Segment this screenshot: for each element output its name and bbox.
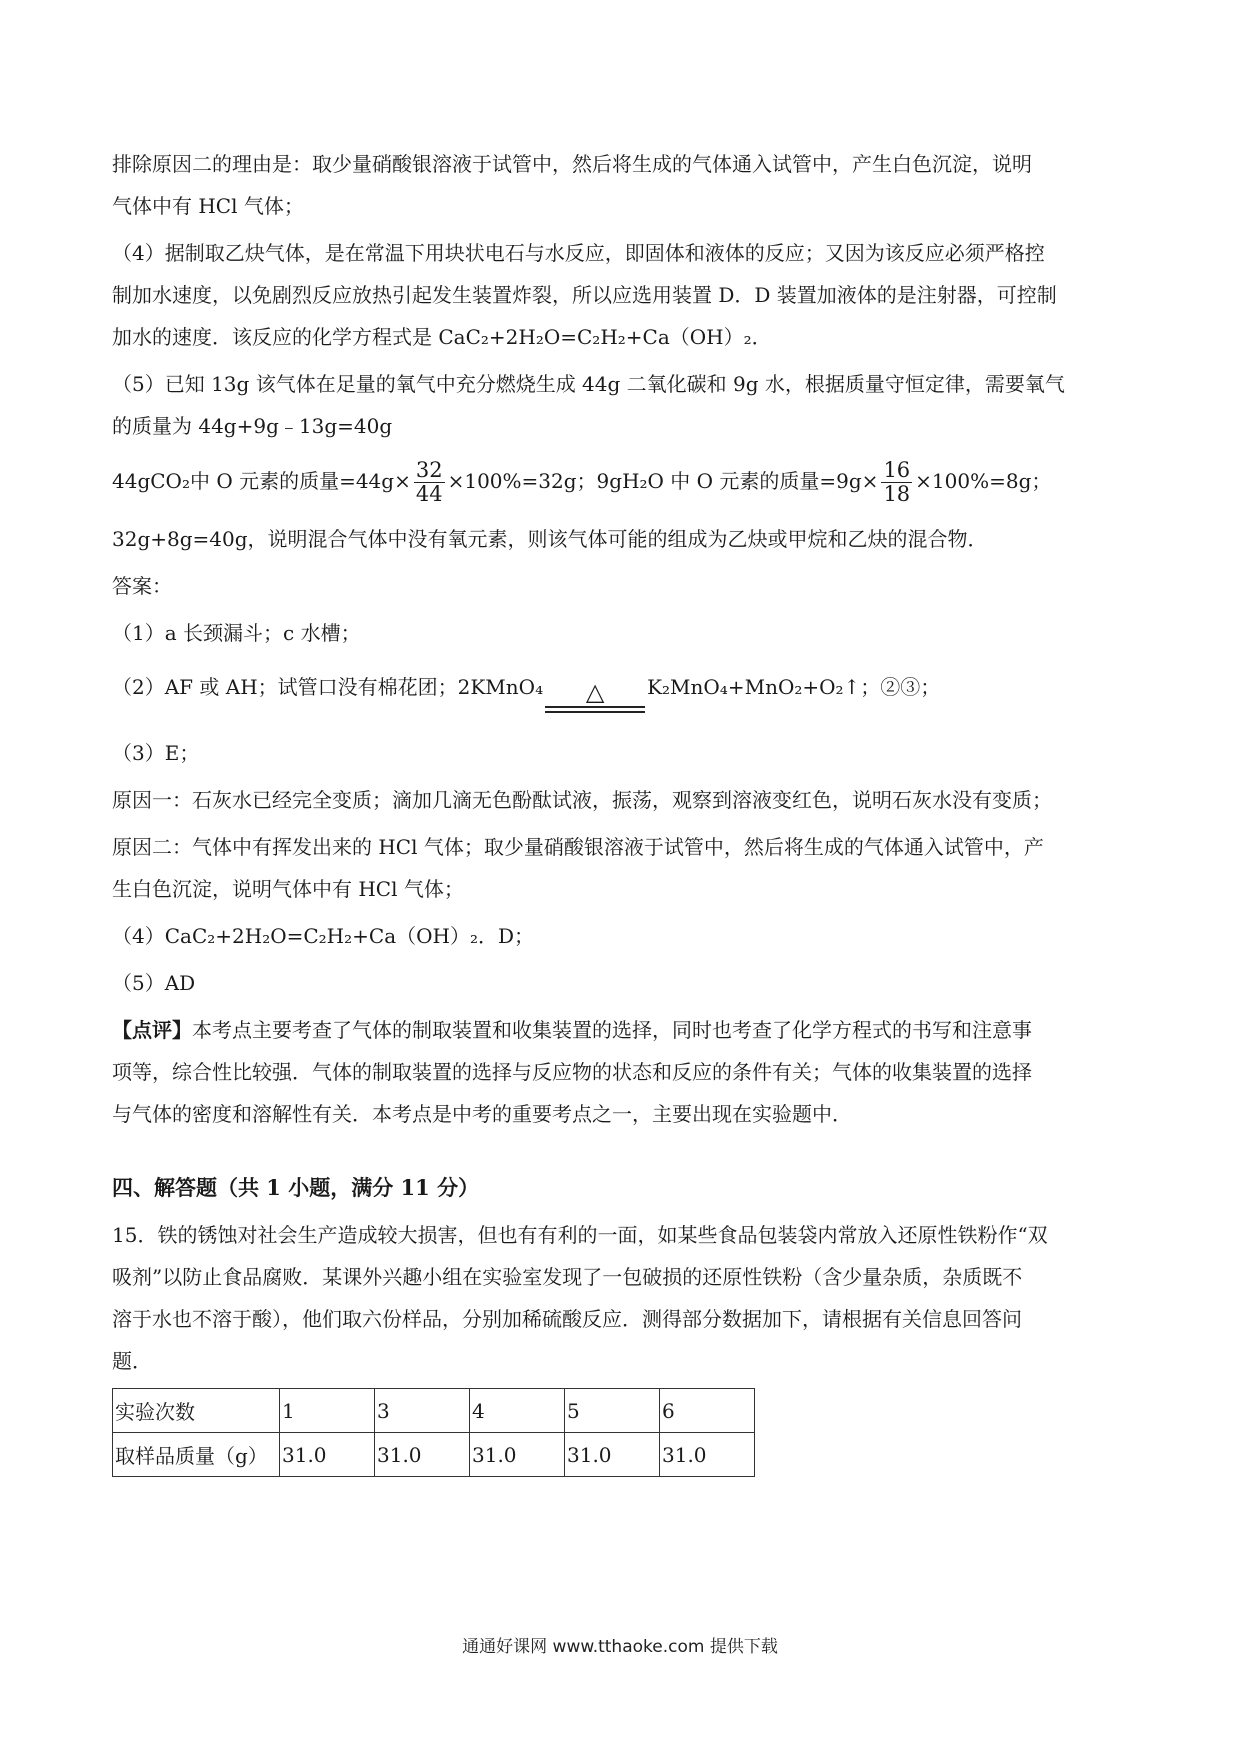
- reason-2-cont: 生白色沉淀，说明气体中有 HCl 气体；: [112, 877, 464, 901]
- table-cell: 取样品质量（g）: [113, 1433, 280, 1477]
- table-cell: 4: [470, 1389, 565, 1433]
- table-cell: 1: [280, 1389, 375, 1433]
- text-line: 排除原因二的理由是：取少量硝酸银溶液于试管中，然后将生成的气体通入试管中，产生白色沉淀，说明: [112, 152, 1032, 176]
- text-line: 气体中有 HCl 气体；: [112, 194, 304, 218]
- text-line: 32g+8g=40g，说明混合气体中没有氧元素，则该气体可能的组成为乙炔或甲烷和乙炔的混合物．: [112, 527, 988, 551]
- answer-3: （3）E；: [112, 741, 200, 765]
- text-segment: 本考点主要考查了气体的制取装置和收集装置的选择，同时也考查了化学方程式的书写和注意事: [192, 1018, 1032, 1042]
- table-cell: 31.0: [660, 1433, 755, 1477]
- reason-2: 原因二：气体中有挥发出来的 HCl 气体；取少量硝酸银溶液于试管中，然后将生成的气体通入试管中，产: [112, 835, 1044, 859]
- comment-line: 项等，综合性比较强．气体的制取装置的选择与反应物的状态和反应的条件有关；气体的收集装置的选择: [112, 1060, 1032, 1084]
- answer-5: （5）AD: [112, 971, 196, 995]
- answer-4: （4）CaC₂+2H₂O=C₂H₂+Ca（OH）₂．D；: [112, 924, 535, 948]
- answer-2: [112, 673, 1132, 713]
- text-segment: ×100%=32g；9gH₂O 中 O 元素的质量=9g×: [447, 469, 879, 493]
- fraction-numerator: 32: [415, 458, 443, 482]
- text-segment: 44gCO₂中 O 元素的质量=44g×: [112, 469, 411, 493]
- section-title: 四、解答题（共 1 小题，满分 11 分）: [112, 1175, 480, 1200]
- answer-1: （1）a 长颈漏斗；c 水槽；: [112, 621, 361, 645]
- text-line: 制加水速度，以免剧烈反应放热引起发生装置炸裂，所以应选用装置 D．D 装置加液体的是注射器，可控制: [112, 283, 1057, 307]
- fraction-denominator: 18: [883, 482, 911, 506]
- fraction-denominator: 44: [415, 482, 443, 506]
- text-line: （4）据制取乙炔气体，是在常温下用块状电石与水反应，即固体和液体的反应；又因为该反应必须严格控: [112, 241, 1045, 265]
- comment-line: 与气体的密度和溶解性有关．本考点是中考的重要考点之一，主要出现在实验题中．: [112, 1102, 852, 1126]
- fraction-32-44: [414, 459, 445, 506]
- fraction-line: [112, 459, 1132, 506]
- text-line: 加水的速度．该反应的化学方程式是 CaC₂+2H₂O=C₂H₂+Ca（OH）₂．: [112, 325, 772, 349]
- text-segment: （2）AF 或 AH；试管口没有棉花团；2KMnO₄: [112, 675, 544, 699]
- fraction-16-18: [881, 459, 912, 506]
- text-segment: ×100%=8g；: [915, 469, 1052, 493]
- reason-1: 原因一：石灰水已经完全变质；滴加几滴无色酚酞试液，振荡，观察到溶液变红色，说明石灰水没有变质；: [112, 788, 1052, 812]
- text-line: 的质量为 44g+9g﹣13g=40g: [112, 414, 393, 438]
- question-line: 15．铁的锈蚀对社会生产造成较大损害，但也有有利的一面，如某些食品包装袋内常放入还原性铁粉作“双: [112, 1223, 1048, 1247]
- table-cell: 6: [660, 1389, 755, 1433]
- table-row: [113, 1389, 755, 1433]
- reaction-arrow: [545, 680, 645, 713]
- table-cell: 31.0: [470, 1433, 565, 1477]
- data-table: [112, 1388, 755, 1477]
- table-cell: 31.0: [565, 1433, 660, 1477]
- table-cell: 实验次数: [113, 1389, 280, 1433]
- page-footer: 通通好课网 www.tthaoke.com 提供下载: [462, 1637, 778, 1657]
- fraction-numerator: 16: [883, 458, 911, 482]
- text-line: （5）已知 13g 该气体在足量的氧气中充分燃烧生成 44g 二氧化碳和 9g 水，根据质量守恒定律，需要氧气: [112, 372, 1065, 396]
- table-cell: 31.0: [280, 1433, 375, 1477]
- question-line: 吸剂”以防止食品腐败．某课外兴趣小组在实验室发现了一包破损的还原性铁粉（含少量杂质，杂质既不: [112, 1265, 1023, 1289]
- table-cell: 31.0: [375, 1433, 470, 1477]
- heat-delta-icon: △: [585, 678, 605, 706]
- question-line: 溶于水也不溶于酸），他们取六份样品，分别加稀硫酸反应．测得部分数据加下，请根据有关信息回答问: [112, 1307, 1022, 1331]
- question-line: 题．: [112, 1349, 152, 1373]
- comment-line: [112, 1016, 1132, 1044]
- table-cell: 5: [565, 1389, 660, 1433]
- comment-tag: 【点评】: [112, 1018, 192, 1042]
- text-segment: K₂MnO₄+MnO₂+O₂↑；②③；: [647, 675, 941, 699]
- answer-label: 答案：: [112, 574, 172, 598]
- table-row: [113, 1433, 755, 1477]
- document-body: [112, 150, 1132, 1477]
- table-cell: 3: [375, 1389, 470, 1433]
- equals-bar: [545, 706, 645, 713]
